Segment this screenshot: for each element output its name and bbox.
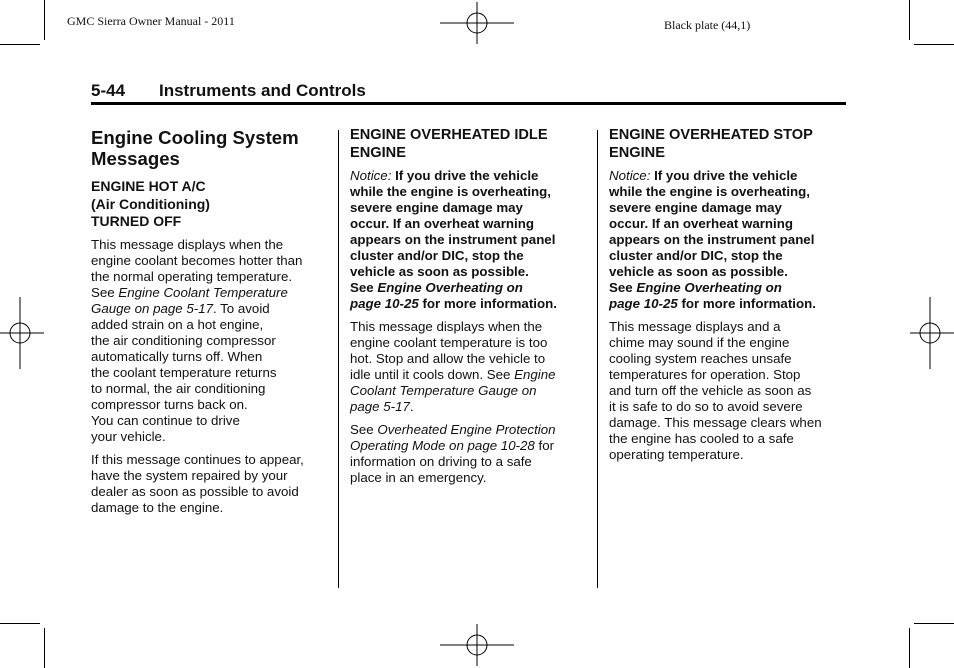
cross-reference-link[interactable]: Engine Coolant Temperature — [118, 284, 288, 300]
text-line — [350, 422, 590, 438]
text-line: temperatures for operation. Stop — [609, 367, 801, 382]
text-line: dealer as soon as possible to avoid — [91, 483, 299, 499]
heading-line: ENGINE OVERHEATED IDLE — [350, 127, 548, 143]
text-line: occur. If an overheat warning — [609, 216, 793, 231]
text-segment: for more information. — [677, 296, 816, 311]
text-line — [350, 399, 590, 415]
text-line — [350, 367, 590, 383]
text-line: operating temperature. — [609, 447, 744, 462]
column-1 — [91, 127, 331, 523]
text-segment: . To avoid — [213, 300, 270, 316]
text-line: vehicle as soon as possible. — [350, 264, 529, 279]
text-line — [350, 438, 590, 454]
text-line — [609, 168, 849, 184]
heading-line: ENGINE — [350, 144, 406, 161]
column-3 — [609, 127, 849, 470]
col2-paragraph-2 — [350, 422, 590, 486]
col1-paragraph-2 — [91, 452, 331, 516]
text-line: the air conditioning compressor — [91, 332, 276, 348]
section-title: Instruments and Controls — [159, 81, 366, 100]
cross-reference-link[interactable]: ‑25 — [658, 296, 678, 311]
text-line — [350, 296, 590, 312]
text-line — [350, 168, 590, 184]
text-line: it is safe to do so to avoid severe — [609, 399, 803, 414]
text-line: occur. If an overheat warning — [350, 216, 534, 231]
section-rule — [91, 102, 846, 105]
text-segment: See — [350, 280, 378, 295]
text-line: damage to the engine. — [91, 499, 224, 515]
col2-paragraph-1 — [350, 319, 590, 415]
crop-mark — [909, 628, 910, 668]
heading-line: ENGINE — [609, 144, 665, 161]
text-line: damage. This message clears when — [609, 415, 822, 430]
text-segment: idle until it cools down. See — [350, 367, 515, 382]
text-line: appears on the instrument panel — [609, 232, 815, 247]
text-line: the normal operating temperature. — [91, 268, 293, 284]
column-divider — [338, 130, 339, 588]
column-divider — [597, 130, 598, 588]
col3-paragraph-1 — [609, 319, 849, 463]
text-line — [609, 296, 849, 312]
text-line: chime may sound if the engine — [609, 335, 790, 350]
cross-reference-link[interactable]: Operating Mode on page 10 — [350, 438, 516, 453]
cross-reference-link[interactable]: Engine Overheating on — [377, 280, 523, 295]
text-line: while the engine is overheating, — [609, 184, 810, 199]
col2-notice — [350, 168, 590, 312]
text-line: severe engine damage may — [609, 200, 782, 215]
text-line: engine coolant temperature is too — [350, 335, 548, 350]
text-line: You can continue to drive — [91, 412, 240, 428]
text-line — [91, 285, 331, 301]
cross-reference-link[interactable]: ‑17 — [390, 399, 410, 414]
registration-target-icon — [0, 297, 44, 369]
text-line: cooling system reaches unsafe — [609, 351, 792, 366]
crop-mark — [44, 0, 45, 40]
cross-reference-link[interactable]: page 10 — [350, 296, 400, 311]
text-line: automatically turns off. When — [91, 348, 263, 364]
text-line: This message displays when the — [91, 236, 284, 252]
registration-target-icon — [440, 2, 514, 44]
text-line: This message displays and a — [609, 319, 781, 334]
text-line: cluster and/or DIC, stop the — [350, 248, 524, 263]
column-2 — [350, 127, 590, 493]
text-line: the engine has cooled to a safe — [609, 431, 794, 446]
subheading-line: TURNED OFF — [91, 213, 182, 229]
text-line: hot. Stop and allow the vehicle to — [350, 351, 546, 366]
cross-reference-link[interactable]: Coolant Temperature Gauge on — [350, 383, 537, 398]
text-segment: . — [409, 399, 414, 414]
heading-line: ENGINE OVERHEATED STOP — [609, 127, 813, 143]
text-line: have the system repaired by your — [91, 467, 288, 483]
text-segment: See — [350, 422, 378, 437]
title-line: Messages — [91, 148, 180, 169]
registration-target-icon — [910, 297, 954, 369]
text-line — [609, 280, 849, 296]
text-line: compressor turns back on. — [91, 396, 248, 412]
col1-subheading — [91, 178, 331, 231]
crop-mark — [914, 623, 954, 624]
notice-label: Notice: — [609, 168, 651, 183]
col1-title — [91, 127, 331, 169]
text-line: place in an emergency. — [350, 470, 487, 485]
subheading-line: ENGINE HOT A/C — [91, 178, 206, 194]
text-line: severe engine damage may — [350, 200, 523, 215]
text-line: engine coolant becomes hotter than — [91, 252, 303, 268]
text-segment: See — [609, 280, 637, 295]
text-line: the coolant temperature returns — [91, 364, 277, 380]
text-line: vehicle as soon as possible. — [609, 264, 788, 279]
cross-reference-link[interactable]: Engine Overheating on — [636, 280, 782, 295]
crop-mark — [914, 44, 954, 45]
cross-reference-link[interactable]: ‑17 — [193, 300, 213, 316]
cross-reference-link[interactable]: Engine — [514, 367, 556, 382]
text-line: while the engine is overheating, — [350, 184, 551, 199]
text-line: added strain on a hot engine, — [91, 316, 264, 332]
text-line: your vehicle. — [91, 428, 166, 444]
text-segment: for more information. — [418, 296, 557, 311]
text-segment: If you drive the vehicle — [391, 168, 539, 183]
cross-reference-link[interactable]: page 10 — [609, 296, 659, 311]
cross-reference-link[interactable]: Overheated Engine Protection — [377, 422, 556, 437]
col3-heading — [609, 127, 849, 162]
cross-reference-link[interactable]: Gauge on page 5 — [91, 300, 194, 316]
cross-reference-link[interactable]: ‑25 — [399, 296, 419, 311]
notice-label: Notice: — [350, 168, 392, 183]
text-line: information on driving to a safe — [350, 454, 532, 469]
crop-mark — [0, 623, 40, 624]
title-line: Engine Cooling System — [91, 127, 299, 148]
text-line: This message displays when the — [350, 319, 543, 334]
text-line: to normal, the air conditioning — [91, 380, 266, 396]
text-segment: See — [91, 284, 119, 300]
page-number: 5-44 — [91, 81, 126, 100]
text-segment: for — [534, 438, 555, 453]
col1-paragraph-1 — [91, 237, 331, 445]
text-line — [350, 280, 590, 296]
cross-reference-link[interactable]: ‑28 — [515, 438, 535, 453]
text-line — [91, 301, 331, 317]
crop-mark — [0, 44, 40, 45]
text-line: If this message continues to appear, — [91, 451, 304, 467]
crop-mark — [909, 0, 910, 40]
text-segment: If you drive the vehicle — [650, 168, 798, 183]
col2-heading — [350, 127, 590, 162]
text-line: and turn off the vehicle as soon as — [609, 383, 812, 398]
subheading-line: (Air Conditioning) — [91, 195, 210, 212]
manual-title: GMC Sierra Owner Manual - 2011 — [67, 14, 235, 28]
registration-target-icon — [440, 624, 514, 666]
crop-mark — [44, 628, 45, 668]
text-line: appears on the instrument panel — [350, 232, 556, 247]
plate-label: Black plate (44,1) — [664, 18, 751, 32]
text-line: cluster and/or DIC, stop the — [609, 248, 783, 263]
col3-notice — [609, 168, 849, 312]
cross-reference-link[interactable]: page 5 — [350, 399, 391, 414]
